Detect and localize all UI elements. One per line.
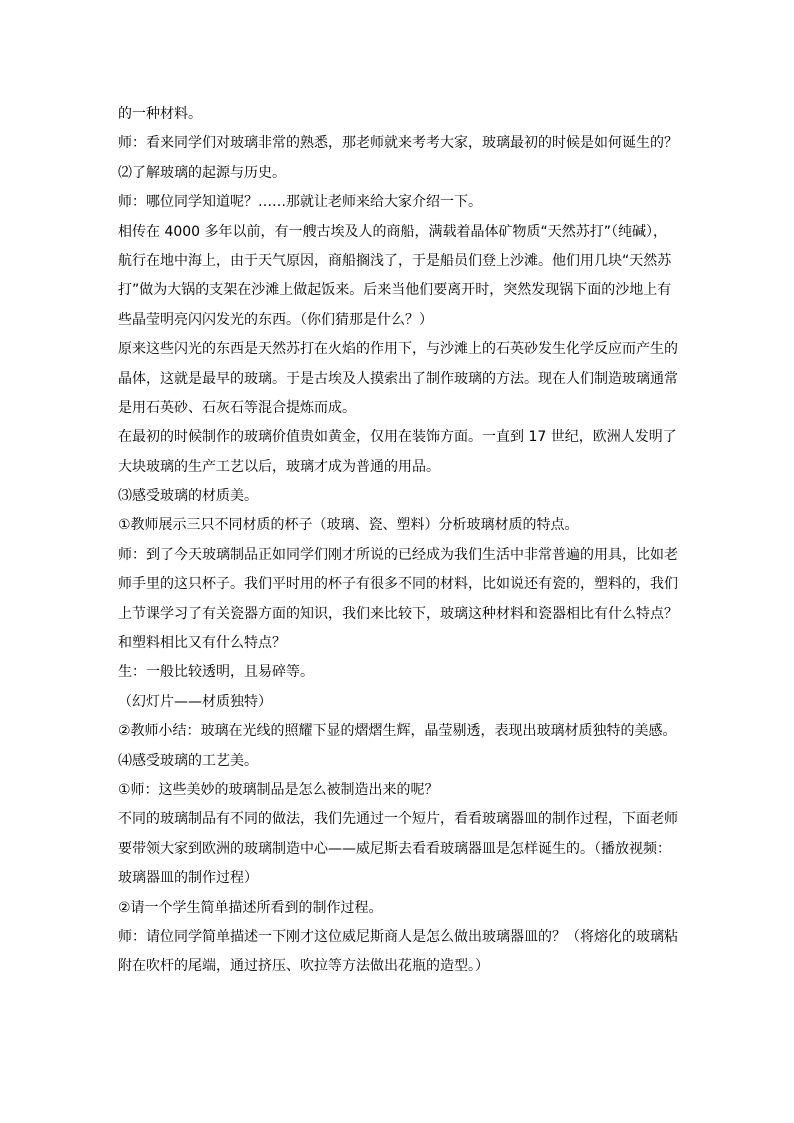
text-line: 上节课学习了有关瓷器方面的知识，我们来比较下，玻璃这种材料和瓷器相比有什么特点？ bbox=[118, 605, 678, 622]
text-line: 大块玻璃的生产工艺以后，玻璃才成为普通的用品。 bbox=[118, 458, 440, 475]
section-heading: ⑶感受玻璃的材质美。 bbox=[118, 488, 258, 505]
text-line: 相传在 4000 多年以前，有一艘古埃及人的商船，满载着晶体矿物质“天然苏打”（纯碱）， bbox=[118, 223, 668, 240]
text-line: 师：到了今天玻璃制品正如同学们刚才所说的已经成为我们生活中非常普遍的用具，比如老 bbox=[118, 546, 678, 563]
text-line: 原来这些闪光的东西是天然苏打在火焰的作用下，与沙滩上的石英砂发生化学反应而产生的 bbox=[118, 341, 678, 358]
text-line: 师：哪位同学知道呢？……那就让老师来给大家介绍一下。 bbox=[118, 194, 482, 211]
text-line: ②请一个学生简单描述所看到的制作过程。 bbox=[118, 899, 383, 916]
text-line: 打”做为大锅的支架在沙滩上做起饭来。后来当他们要离开时，突然发现锅下面的沙地上有 bbox=[118, 282, 672, 299]
text-line: 晶体，这就是最早的玻璃。于是古埃及人摸索出了制作玻璃的方法。现在人们制造玻璃通常 bbox=[118, 370, 678, 387]
text-line: ①师：这些美妙的玻璃制品是怎么被制造出来的呢？ bbox=[118, 781, 439, 798]
text-line: 师：请位同学简单描述一下刚才这位威尼斯商人是怎么做出玻璃器皿的？（将熔化的玻璃粘 bbox=[118, 928, 678, 945]
text-line: 生：一般比较透明，且易碎等。 bbox=[118, 664, 314, 681]
section-heading: ⑵了解玻璃的起源与历史。 bbox=[118, 164, 286, 181]
text-line: 要带领大家到欧洲的玻璃制造中心——威尼斯去看看玻璃器皿是怎样诞生的。（播放视频： bbox=[118, 840, 671, 857]
text-line: 航行在地中海上，由于天气原因，商船搁浅了，于是船员们登上沙滩。他们用几块“天然苏 bbox=[118, 252, 672, 269]
text-line: 师手里的这只杯子。我们平时用的杯子有很多不同的材料，比如说还有瓷的，塑料的，我们 bbox=[118, 576, 678, 593]
text-line: 玻璃器皿的制作过程） bbox=[118, 870, 258, 887]
text-line: ①教师展示三只不同材质的杯子（玻璃、瓷、塑料）分析玻璃材质的特点。 bbox=[118, 517, 579, 534]
text-line: 在最初的时候制作的玻璃价值贵如黄金，仅用在装饰方面。一直到 17 世纪，欧洲人发明了 bbox=[118, 429, 677, 446]
text-line: 师：看来同学们对玻璃非常的熟悉，那老师就来考考大家，玻璃最初的时候是如何诞生的？ bbox=[118, 135, 678, 152]
text-line: 不同的玻璃制品有不同的做法，我们先通过一个短片，看看玻璃器皿的制作过程，下面老师 bbox=[118, 811, 678, 828]
text-line: 些晶莹明亮闪闪发光的东西。（你们猜那是什么？） bbox=[118, 311, 433, 328]
section-heading: ⑷感受玻璃的工艺美。 bbox=[118, 752, 258, 769]
text-line: 的一种材料。 bbox=[118, 106, 202, 122]
document-body bbox=[118, 100, 678, 982]
text-line: 附在吹杆的尾端，通过挤压、吹拉等方法做出花瓶的造型。） bbox=[118, 958, 489, 975]
text-line: 是用石英砂、石灰石等混合提炼而成。 bbox=[118, 399, 356, 416]
text-line: ②教师小结：玻璃在光线的照耀下显的熠熠生辉，晶莹剔透，表现出玻璃材质独特的美感。 bbox=[118, 723, 677, 740]
text-line: 和塑料相比又有什么特点？ bbox=[118, 635, 286, 652]
text-line: （幻灯片——材质独特） bbox=[118, 693, 272, 710]
